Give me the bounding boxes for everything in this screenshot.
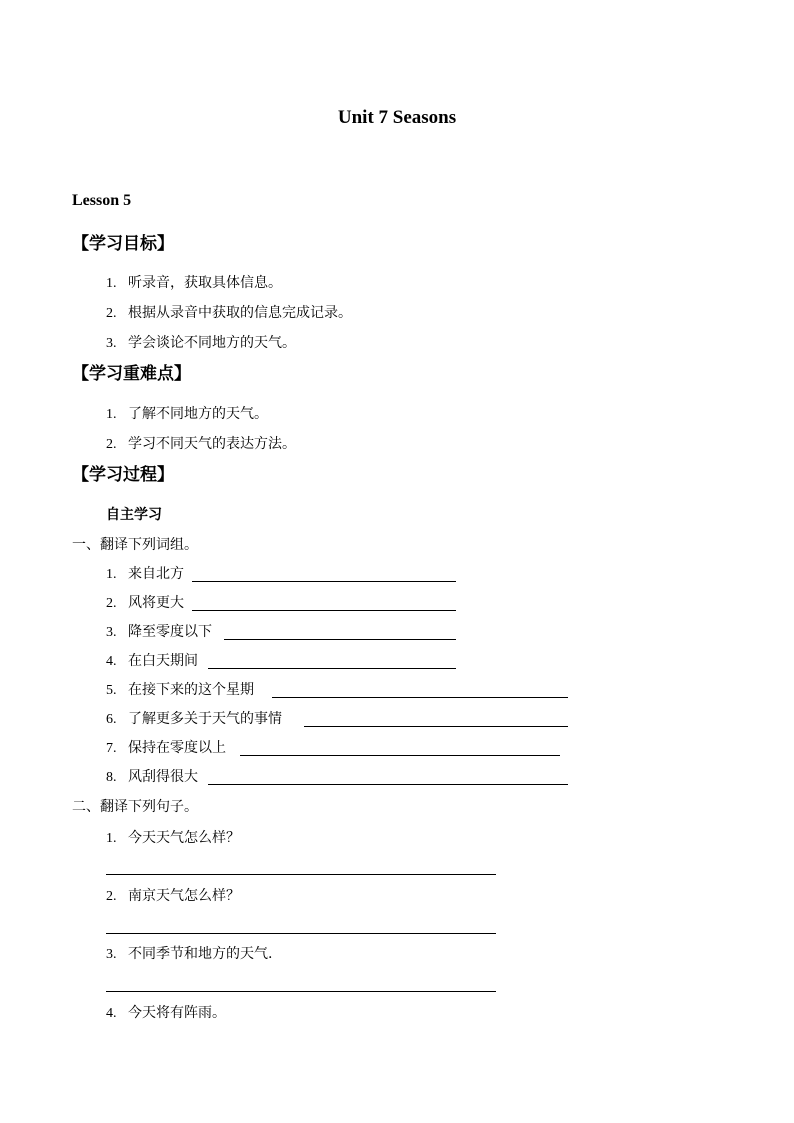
goal-item [106,306,352,321]
goal-item [106,336,296,351]
sentence-item [106,1006,226,1021]
process-heading: 【学习过程】 [72,465,174,485]
answer-line[interactable] [106,991,496,992]
item-number: 5. [106,683,117,698]
item-number: 3. [106,336,117,351]
item-number: 7. [106,741,117,756]
phrase-item [106,770,198,785]
item-number: 1. [106,276,117,291]
item-number: 1. [106,567,117,582]
item-number: 2. [106,596,117,611]
goals-heading: 【学习目标】 [72,234,174,254]
part2-heading: 二、翻译下列句子。 [72,799,198,815]
item-number: 2. [106,889,117,904]
item-text: 风将更大 [128,595,184,611]
item-text: 来自北方 [128,566,184,582]
page-title: Unit 7 Seasons [337,107,457,128]
phrase-item [106,741,226,756]
item-number: 2. [106,437,117,452]
self-study-subheading: 自主学习 [106,507,162,523]
item-number: 1. [106,831,117,846]
sentence-item [106,831,240,846]
item-text: 听录音，获取具体信息。 [128,275,282,291]
key-point-item [106,437,296,452]
answer-blank[interactable] [192,581,456,582]
key-points-heading: 【学习重难点】 [72,364,191,384]
sentence-item [106,947,272,962]
item-text: 了解更多关于天气的事情 [128,711,282,727]
answer-line[interactable] [106,874,496,875]
item-text: 学会谈论不同地方的天气。 [128,335,296,351]
lesson-heading: Lesson 5 [72,192,132,209]
answer-line[interactable] [106,933,496,934]
item-text: 在接下来的这个星期 [128,682,254,698]
phrase-item [106,712,282,727]
goal-item [106,276,282,291]
item-number: 1. [106,407,117,422]
phrase-item [106,654,198,669]
item-text: 不同季节和地方的天气. [128,946,273,962]
answer-blank[interactable] [304,726,568,727]
item-text: 今天天气怎么样？ [128,830,240,846]
item-number: 6. [106,712,117,727]
item-number: 3. [106,625,117,640]
item-text: 根据从录音中获取的信息完成记录。 [128,305,352,321]
answer-blank[interactable] [208,784,568,785]
item-number: 4. [106,1006,117,1021]
phrase-item [106,596,184,611]
item-text: 在白天期间 [128,653,198,669]
part1-heading: 一、翻译下列词组。 [72,537,198,553]
item-text: 降至零度以下 [128,624,212,640]
item-text: 保持在零度以上 [128,740,226,756]
item-text: 今天将有阵雨。 [128,1005,226,1021]
phrase-item [106,567,184,582]
item-number: 2. [106,306,117,321]
item-text: 学习不同天气的表达方法。 [128,436,296,452]
answer-blank[interactable] [192,610,456,611]
item-text: 了解不同地方的天气。 [128,406,268,422]
sentence-item [106,889,240,904]
answer-blank[interactable] [224,639,456,640]
phrase-item [106,683,254,698]
item-text: 南京天气怎么样？ [128,888,240,904]
answer-blank[interactable] [272,697,568,698]
answer-blank[interactable] [240,755,560,756]
phrase-item [106,625,212,640]
item-number: 8. [106,770,117,785]
key-point-item [106,407,268,422]
answer-blank[interactable] [208,668,456,669]
item-number: 4. [106,654,117,669]
item-text: 风刮得很大 [128,769,198,785]
item-number: 3. [106,947,117,962]
